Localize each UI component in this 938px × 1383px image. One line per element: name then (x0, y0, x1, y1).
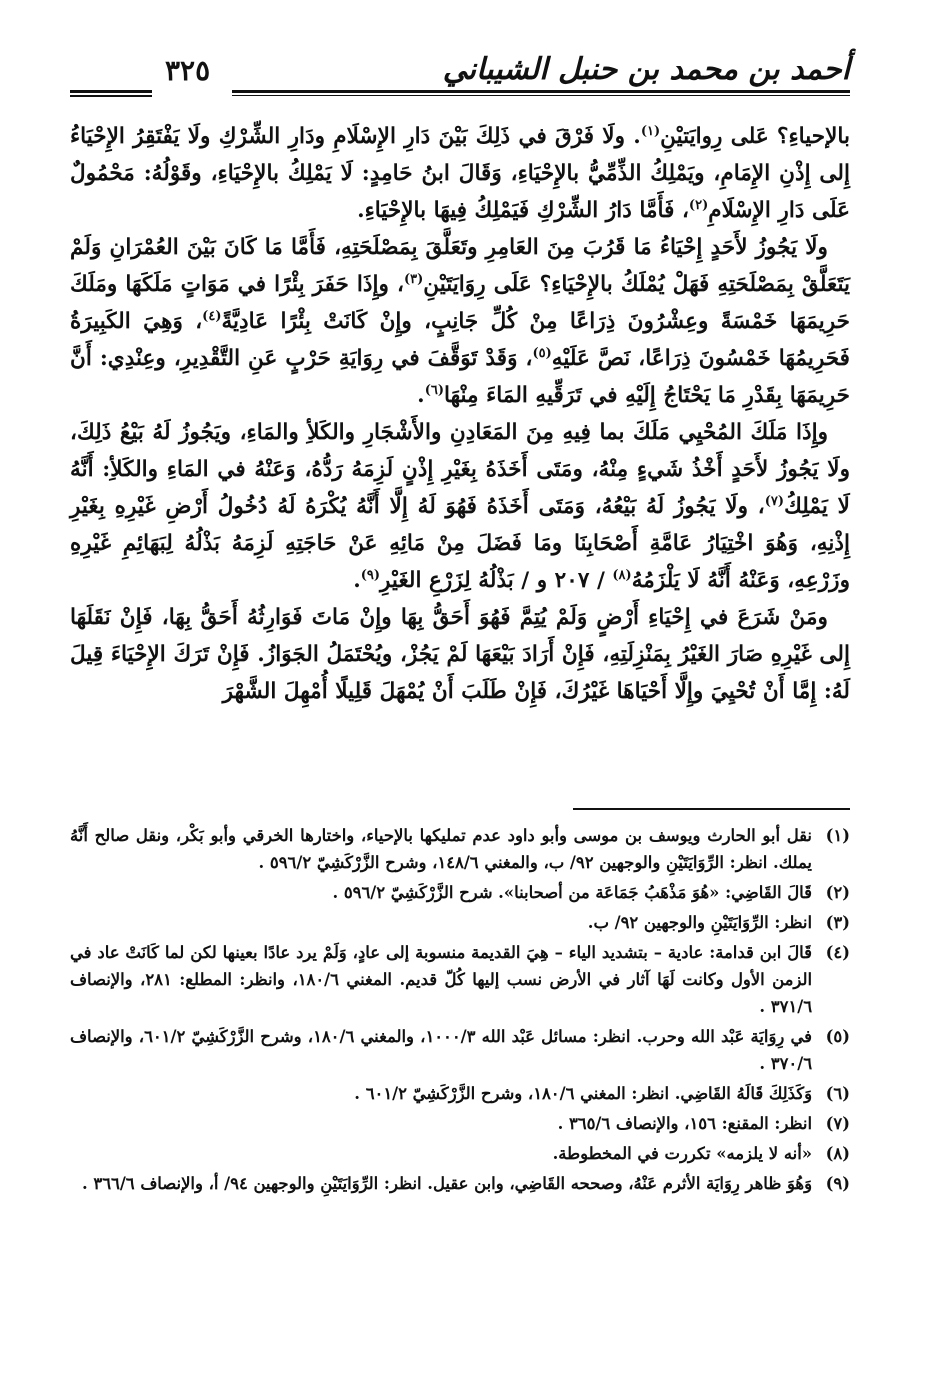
footnote-ref[interactable]: (٣) (404, 271, 424, 287)
footnote-number: (١) (825, 826, 850, 845)
footnote-ref[interactable]: (١) (640, 123, 661, 139)
footnote-ref[interactable]: (٤) (202, 308, 222, 324)
paragraph: ومَنْ شَرَعَ في إِحْيَاءِ أَرْضٍ وَلَمْ يُتِمَّ فَهُوَ أَحَقُّ بِهَا وإِنْ مَاتَ فَوَارِثُهُ أَحَقُّ بِهَا، فَإِنْ نَقَلَهَا إِلى غَيْرِهِ صَارَ الغَيْرُ بِمَنْزِلَتِهِ، فَإِنْ أَرَادَ بَيْعَهَا لَمْ يَجُزْ، ويُحْتَمَلُ الجَوَازُ. فَإِنْ تَرَكَ الإِحْيَاءَ قِيلَ لَهُ: إِمَّا أَنْ تُحْيِيَ وإِلَّا أَحْيَاهَا غَيْرُكَ، فَإِنْ طَلَبَ أَنْ يُمْهَلَ قَلِيلًا أُمْهِلَ الشَّهْرَ (70, 605, 850, 704)
footnote-text: وَكَذَلِكَ قَالَهُ القَاضِي. انظر: المغني ١٨٠/٦، وشرح الزَّرْكَشِيّ ٦٠١/٢ . (354, 1084, 812, 1103)
footnote (70, 1140, 850, 1167)
footnote-ref[interactable]: (٦) (424, 382, 444, 398)
footnote (70, 1170, 850, 1197)
footnote-text: نقل أبو الحارث ويوسف بن موسى وأبو داود عدم تمليكها بالإحياء، واختارها الخرقي وأبو بَكْر، ونقل صالح أَنَّهُ يملك. انظر: الرِّوَايَتَيْنِ والوجهين ٩٢/ ب، والمغني ١٤٨/٦، وشرح الزَّرْكَشِيّ ٥٩٦/٢ . (70, 826, 812, 872)
footnote-text: «أنه لا يلزمه» تكررت في المخطوطة. (552, 1144, 812, 1163)
paragraph: بالإحياءِ؟ عَلى رِوايَتيْنِ$^{(١)}$. ولَا فَرْقَ في ذَلِكَ بَيْنَ دَارِ الإِسْلَامِ ودَارِ الشِّرْكِ ولَا يَفْتَقِرُ الإِحْيَاءُ إِلى إِذْنِ الإِمَامِ، ويَمْلِكُ الذِّمِّيُّ بالإِحْيَاءِ، وَقَالَ ابنُ حَامِدٍ: لَا يَمْلِكُ بالإِحْيَاءِ، وقَوْلُهُ: مَحْمُولٌ عَلَى دَارِ الإِسْلَامِ$^{(٢)}$، فَأَمَّا دَارُ الشِّرْكِ فَيَمْلِكُ فِيهَا بالإِحْيَاءِ. (70, 123, 850, 223)
footnote-number: (٩) (825, 1174, 850, 1193)
page-header (70, 52, 850, 102)
header-rule-thin (232, 95, 850, 96)
main-text (70, 118, 850, 710)
footnote (70, 909, 850, 936)
footnote-separator (573, 808, 850, 810)
running-title: أحمد بن محمد بن حنبل الشيباني (442, 52, 850, 87)
footnote (70, 879, 850, 906)
footnote-text: انظر: المقنع: ١٥٦، والإنصاف ٣٦٥/٦ . (557, 1114, 812, 1133)
footnote (70, 822, 850, 876)
footnotes (70, 822, 850, 1200)
footnote-number: (٥) (825, 1027, 850, 1046)
page-number-rule-thin (70, 95, 152, 97)
page-number-rule (70, 90, 152, 93)
footnote-ref[interactable]: (٧) (764, 493, 785, 509)
footnote-text: قَالَ القَاضِي: «هُوَ مَذْهَبُ جَمَاعَة من أصحابنا». شرح الزَّرْكَشِيّ ٥٩٦/٢ . (332, 883, 812, 902)
footnote-text: انظر: الرِّوَايَتَيْنِ والوجهين ٩٢/ ب. (587, 913, 812, 932)
footnote-text: في رِوَايَة عَبْد الله وحرب. انظر: مسائل عَبْد الله ١٠٠٠/٣، والمغني ١٨٠/٦، وشرح الزَّرْكَشِيّ ٦٠١/٢، والإنصاف ٣٧٠/٦ . (70, 1027, 812, 1073)
footnote-number: (٢) (825, 883, 850, 902)
footnote-ref[interactable]: (٩) (360, 567, 381, 583)
footnote-number: (٦) (825, 1084, 850, 1103)
footnote-text: وَهُوَ ظاهر رِوَايَة الأثرم عَنْهُ، وصححه القَاضِي، وابن عقيل. انظر: الرِّوَايَتَيْنِ والوجهين ٩٤/ أ، والإنصاف ٣٦٦/٦ . (81, 1174, 812, 1193)
paragraph: ولَا يَجُوزُ لأَحَدٍ إِحْيَاءُ مَا قَرُبَ مِنَ العَامِرِ وتَعَلَّقَ بِمَصْلَحَتِهِ، فَأَمَّا مَا كَانَ بَيْنَ العُمْرَانِ وَلَمْ يَتَعَلَّقْ بِمَصْلَحَتِهِ فَهَلْ يُمْلَكُ بالإِحْيَاءِ؟ عَلَى رِوَايَتَيْنِ$^{(٣)}$، وإِذَا حَفَرَ بِئْرًا في مَوَاتٍ مَلَكَهَا ومَلَكَ حَرِيمَهَا خَمْسَةً وعِشْرُونَ ذِرَاعًا مِنْ كُلِّ جَانِبٍ، وإِنْ كَانَتْ بِئْرًا عَادِيَّةً$^{(٤)}$، وَهِيَ الكَبِيرَةُ فَحَرِيمُهَا خَمْسُونَ ذِرَاعًا، نَصَّ عَلَيْهِ$^{(٥)}$، وَقَدْ تَوَقَّفَ في رِوَايَةِ حَرْبٍ عَنِ التَّقْدِيرِ، وعِنْدِي: أَنَّ حَرِيمَهَا بِقَدْرِ مَا يَحْتَاجُ إِلَيْهِ في تَرَقِّيهِ المَاءَ مِنْهَا$^{(٦)}$. (70, 235, 851, 408)
footnote (70, 939, 850, 1020)
footnote-ref[interactable]: (٨) (612, 567, 632, 583)
paragraph: وإِذَا مَلَكَ المُحْيِي مَلَكَ بما فِيهِ مِنَ المَعَادِنِ والأَشْجَارِ والكَلأِ والمَاءِ، ويَجُوزُ لَهُ بَيْعُ ذَلِكَ، ولَا يَجُوزُ لأَحَدٍ أَخْذُ شَيءٍ مِنْهُ، ومَتَى أَخَذَهُ بِغَيْرِ إِذْنٍ لَزِمَهُ رَدُّهُ، وَعَنْهُ في المَاءِ والكَلأِ: أَنَّهُ لَا يَمْلِكُ$^{(٧)}$، ولَا يَجُوزُ لَهُ بَيْعُهُ، وَمَتَى أَخَذَهُ فَهُوَ لَهُ إِلَّا أَنَّهُ يُكْرَهُ لَهُ دُخُولُ أَرْضِ غَيْرِهِ بِغَيْرِ إِذْنِهِ، وَهُوَ اخْتِيَارُ عَامَّةِ أَصْحَابِنَا ومَا فَضَلَ مِنْ مَائِهِ عَنْ حَاجَتِهِ لَزِمَهُ بَذْلُهُ لِبَهَائِمِ غَيْرِهِ وزَرْعِهِ، وَعَنْهُ أَنَّهُ لَا يَلْزَمُهُ$^{(٨)}$ / ٢٠٧ و / بَذْلُهُ لِزَرْعِ الغَيْرِ$^{(٩)}$. (70, 420, 850, 593)
page-number: ٣٢٥ (165, 54, 211, 87)
header-rule (232, 90, 850, 93)
footnote-ref[interactable]: (٥) (532, 345, 552, 361)
footnote-text: قَالَ ابن قدامة: عادية – بتشديد الياء – هِيَ القديمة منسوبة إلى عادٍ، وَلَمْ يرد عادًا بعينها لكن لما كَانَتْ عاد في الزمن الأول وكانت لَهَا آثار في الأرض نسب إليها كُلّ قديم. المغني ١٨٠/٦، وانظر: المطلع: ٢٨١، والإنصاف ٣٧١/٦ . (70, 943, 813, 1016)
footnote (70, 1110, 850, 1137)
footnote (70, 1080, 850, 1107)
footnote-ref[interactable]: (٢) (688, 197, 709, 213)
footnote-number: (٣) (825, 913, 850, 932)
footnote-number: (٧) (825, 1114, 850, 1133)
footnote-number: (٤) (825, 943, 850, 962)
footnote (70, 1023, 850, 1077)
footnote-number: (٨) (825, 1144, 850, 1163)
